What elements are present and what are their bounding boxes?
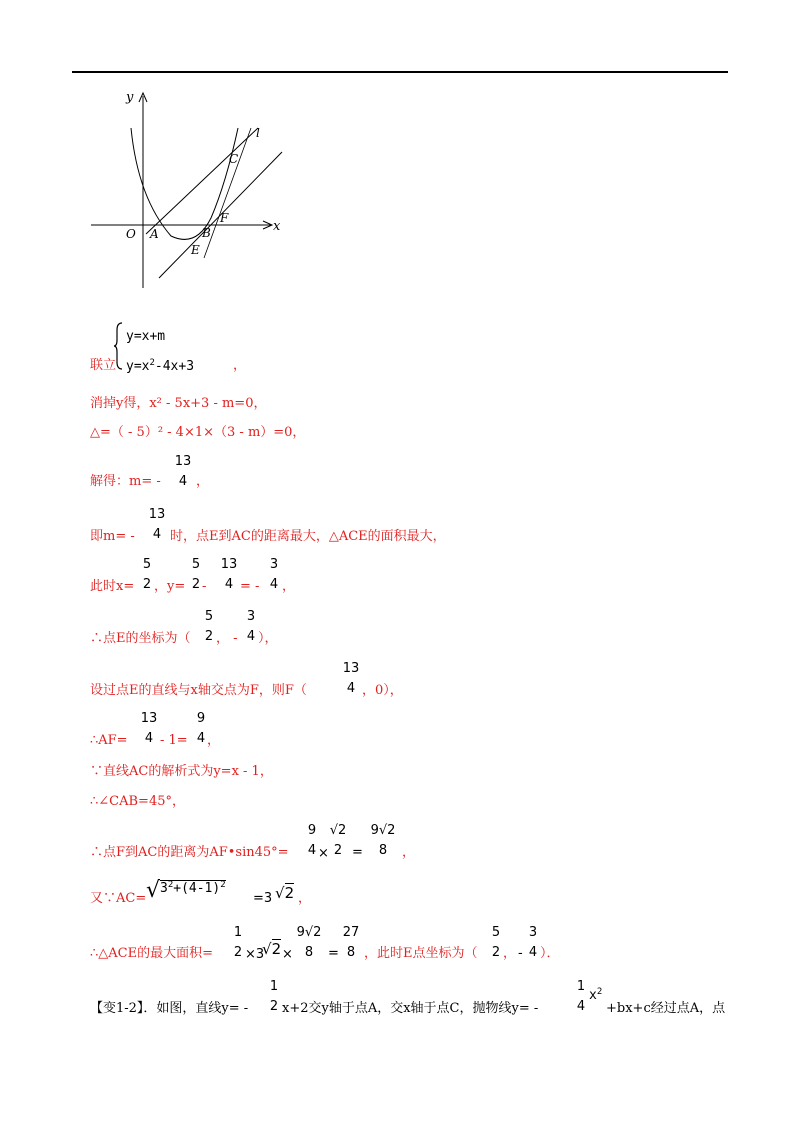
- line-14-pre: 【变1-2】．如图，直线y= -: [90, 1001, 249, 1016]
- line-12-eq: =3: [253, 891, 273, 906]
- sqrt-2-b: √2: [262, 940, 282, 958]
- line-14-post: +bx+c经过点A，点: [606, 1001, 726, 1016]
- line-13-minus: -: [518, 946, 523, 961]
- line-13-x2: ×: [282, 947, 293, 962]
- frac-5-2-b: 5 2: [191, 557, 201, 592]
- system-tail: ，: [233, 358, 247, 373]
- frac-1-2: 1 2: [233, 925, 243, 960]
- line-13-comma: ，: [503, 946, 517, 961]
- line-6-mid: ， -: [216, 631, 238, 646]
- line-11-post: ，: [402, 845, 416, 860]
- frac-13-4-c: 13 4: [220, 557, 238, 592]
- system-brace: [114, 322, 124, 370]
- frac-13-4-e: 13 4: [140, 711, 158, 746]
- frac-5-2: 5 2: [142, 557, 152, 592]
- x-axis-label: x: [273, 219, 281, 234]
- line-6-post: ），: [258, 631, 278, 646]
- line-5-pre: 此时x=: [90, 579, 135, 594]
- point-e-label: E: [191, 243, 200, 257]
- line-11-pre: ∴点F到AC的距离为AF•sin45°=: [90, 845, 289, 860]
- line-7-post: ，0），: [362, 683, 403, 698]
- line-12-post: ，: [298, 891, 312, 906]
- line-13-x1: ×3: [245, 947, 265, 962]
- frac-9-4: 9 4: [196, 711, 206, 746]
- system-lead: 联立: [90, 358, 117, 373]
- sqrt-sign: √: [146, 878, 161, 903]
- frac-9-4-b: 9 4: [307, 823, 317, 858]
- point-f-label: F: [220, 211, 229, 225]
- line-4-pre: 即m= -: [90, 529, 135, 544]
- frac-13-4: 13 4: [174, 454, 192, 489]
- line-11-times: ×: [318, 846, 329, 861]
- frac-r2-2: √2 2: [329, 823, 347, 858]
- line-12-pre: 又∵AC=: [90, 891, 147, 906]
- system-eq2: $y=x^2-4x+3$: [126, 358, 195, 374]
- line-13-pre: ∴△ACE的最大面积=: [90, 946, 213, 961]
- frac-9r2-8: 9√2 8: [370, 823, 396, 858]
- sqrt-2: √2: [275, 884, 295, 902]
- line-1: 消掉y得，x² - 5x+3 - m=0，: [90, 396, 267, 411]
- line-3-pre: 解得：m= -: [90, 474, 161, 489]
- line-8-mid: - 1=: [160, 733, 188, 748]
- point-a-label: A: [150, 227, 159, 241]
- system-eq1: y=x+m: [126, 329, 166, 344]
- frac-9r2-8-b: 9√2 8: [296, 925, 322, 960]
- line-6-pre: ∴点E的坐标为（: [90, 631, 191, 646]
- line-5-post: ，: [282, 579, 296, 594]
- y-axis-label: y: [126, 90, 134, 105]
- line-13-eq: =: [328, 946, 339, 961]
- line-5-mid2: -: [202, 579, 207, 594]
- line-9: ∵直线AC的解析式为y=x - 1，: [90, 764, 273, 779]
- line-5-mid3: = -: [240, 579, 260, 594]
- point-b-label: B: [202, 226, 211, 240]
- line-13-post: ，此时E点坐标为（: [364, 946, 478, 961]
- origin-label: O: [126, 227, 136, 241]
- frac-1-4: 1 4: [576, 979, 586, 1014]
- frac-27-8: 27 8: [342, 925, 360, 960]
- frac-13-4-b: 13 4: [148, 507, 166, 542]
- line-8-post: ，: [207, 733, 221, 748]
- line-3-post: ，: [196, 474, 210, 489]
- frac-5-2-c: 5 2: [204, 609, 214, 644]
- line-8-pre: ∴AF=: [90, 733, 128, 748]
- line-14-mid: x+2交y轴于点A，交x轴于点C，抛物线y= -: [282, 1001, 539, 1016]
- frac-3-4: 3 4: [269, 557, 279, 592]
- line-5-mid1: ，y=: [154, 579, 186, 594]
- header-rule: [72, 71, 728, 73]
- line-10: ∴∠CAB=45°，: [90, 794, 185, 809]
- point-c-label: C: [229, 152, 239, 166]
- frac-13-4-d: 13 4: [342, 661, 360, 696]
- line-4-post: 时，点E到AC的距离最大，△ACE的面积最大，: [170, 529, 446, 544]
- line-14-x: $x^2$: [589, 987, 603, 1003]
- line-12-radicand: $3^2+(4-1)^2$: [160, 880, 226, 896]
- line-7-pre: 设过点E的直线与x轴交点为F，则F（: [90, 683, 307, 698]
- line-11-eq: =: [352, 845, 363, 860]
- frac-3-4-c: 3 4: [528, 925, 538, 960]
- frac-1-2-b: 1 2: [269, 979, 279, 1014]
- line-l-label: l: [256, 126, 260, 140]
- frac-5-2-d: 5 2: [491, 925, 501, 960]
- frac-3-4-b: 3 4: [246, 609, 256, 644]
- line-2: △=（ - 5）² - 4×1×（3 - m）=0，: [90, 425, 306, 440]
- parabola-figure: [86, 88, 296, 293]
- line-13-end: ）．: [540, 946, 560, 961]
